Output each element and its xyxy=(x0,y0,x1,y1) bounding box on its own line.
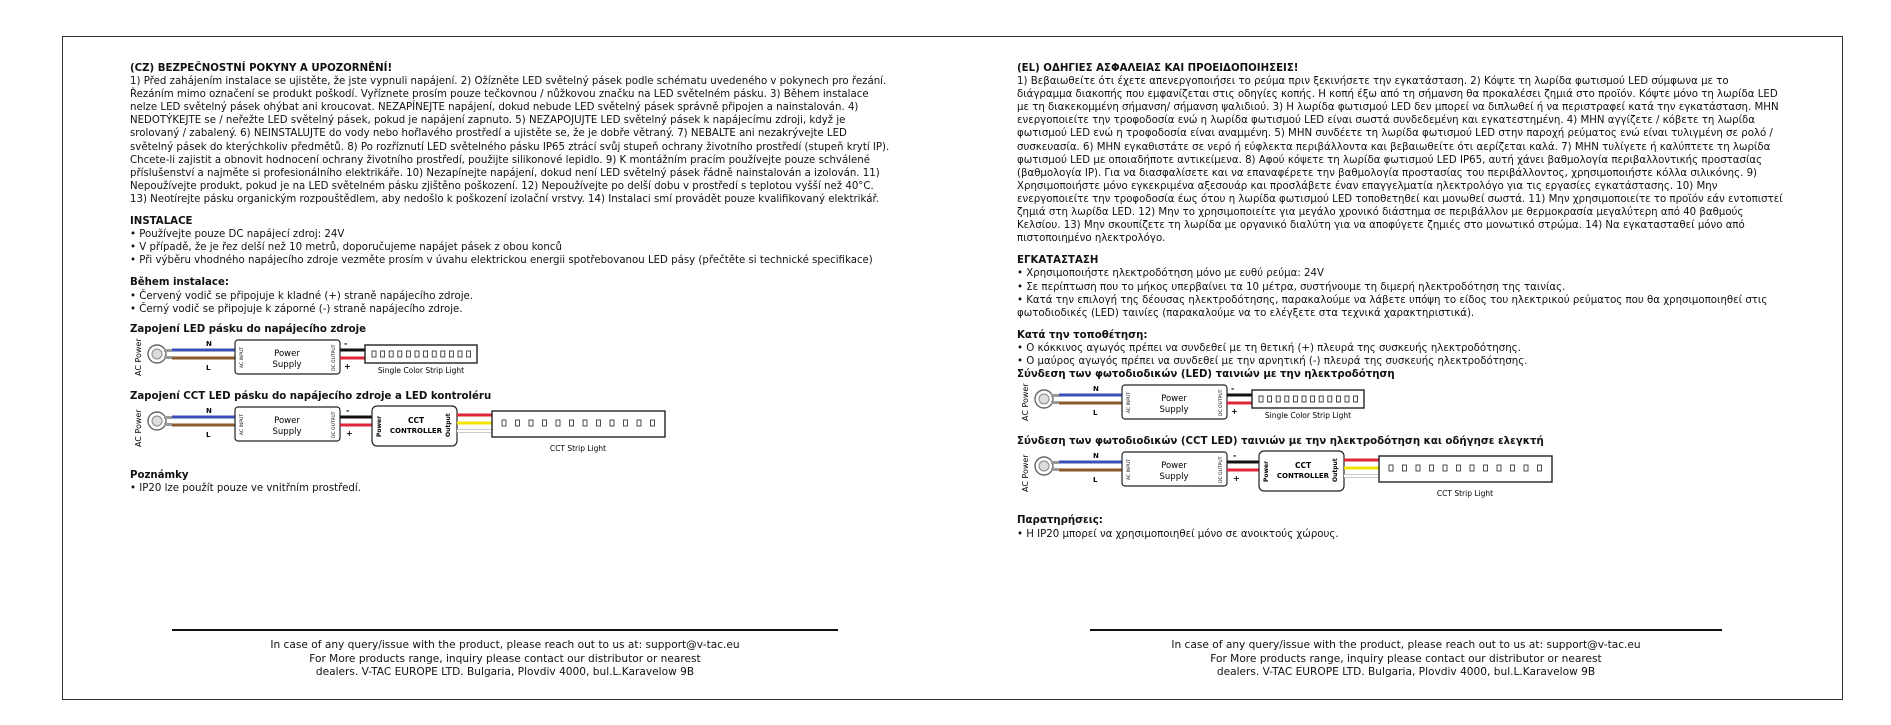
n-text: N xyxy=(1093,385,1099,394)
safety-heading: (EL) ΟΔΗΓΙΕΣ ΑΣΦΑΛΕΙΑΣ ΚΑΙ ΠΡΟΕΙΔΟΠΟΙΗΣΕΙΣ! xyxy=(1017,63,1299,74)
notes-item: • IP20 lze použít pouze ve vnitřním prostředí. xyxy=(130,483,361,495)
ac-power-label: AC Power xyxy=(1021,383,1030,422)
plus-text: + xyxy=(1233,474,1240,484)
column-czech xyxy=(130,62,890,495)
ac-input-text: AC INPUT xyxy=(1127,392,1132,414)
ac-plug-icon xyxy=(148,345,172,363)
minus-text: - xyxy=(346,405,350,415)
cct-wiring-diagram xyxy=(130,403,890,469)
ac-plug-icon xyxy=(1035,390,1059,408)
footer-address-line: dealers. V-TAC EUROPE LTD. Bulgaria, Plovdiv 4000, bul.L.Karavelow 9B xyxy=(315,666,695,679)
cct-strip-text: CCT Strip Light xyxy=(1436,489,1494,499)
during-install-heading: Během instalace: xyxy=(130,277,229,289)
power-supply-2-text: Supply xyxy=(1159,472,1189,483)
cct-2-text: CONTROLLER xyxy=(1276,472,1330,481)
power-supply-2-text: Supply xyxy=(272,359,302,370)
ac-input-text: AC INPUT xyxy=(1127,459,1132,481)
ac-input-text: AC INPUT xyxy=(240,346,245,368)
footer-contact-line: In case of any query/issue with the product, please reach out to us at: support@v-tac.eu xyxy=(1171,639,1641,651)
output-label-text: Output xyxy=(1332,458,1339,483)
diagram2-title: Zapojení CCT LED pásku do napájecího zdroje a LED kontroléru xyxy=(130,390,492,402)
install-heading: ΕΓΚΑΤΑΣΤΑΣΗ xyxy=(1017,255,1099,267)
during-install-heading: Κατά την τοποθέτηση: xyxy=(1017,329,1148,341)
power-label-text: Power xyxy=(376,415,383,437)
ac-input-text: AC INPUT xyxy=(240,413,245,435)
cct-2-text: CONTROLLER xyxy=(389,426,443,435)
dc-output-text: DC OUTPUT xyxy=(332,344,337,371)
cct-strip xyxy=(492,411,665,437)
single-strip-text: Single Color Strip Light xyxy=(1264,411,1352,421)
cct-wiring-diagram xyxy=(1017,448,1787,514)
ac-power-label: AC Power xyxy=(134,338,143,376)
footer-divider-left xyxy=(172,629,838,631)
l-text: L xyxy=(206,363,211,372)
safety-body: 1) Βεβαιωθείτε ότι έχετε απενεργοποιήσει το ρεύμα πριν ξεκινήσετε την εγκατάσταση. 2) Κόψτε τη λωρίδα φωτισμού LED σύμφωνα με το διάγραμμα διακοπής που εμφανίζεται στις οδηγίες κοπής. Η κοπή έξω από τη σήμανση θα προκαλέσει ζημιά στο προϊόν. Κόψτε μόνο τη λωρίδα LED με τη διακεκομμένη σήμανση/ σήμανση ψαλιδιού. 3) Η λωρίδα φωτισμού LED δεν μπορεί να διπλωθεί ή να περιστραφεί κατά την εγκατάσταση. ΜΗΝ ενεργοποιείτε την τροφοδοσία ενώ η λωρίδα φωτισμού LED είναι σωστά συνδεδεμένη και εγκατεστημένη. 4) ΜΗΝ αγγίζετε / κόβετε τη λωρίδα φωτισμού LED ενώ η τροφοδοσία είναι αναμμένη. 5) ΜΗΝ συνδέετε τη λωρίδα φωτισμού LED στην παροχή ρεύματος ενώ είναι τυλιγμένη σε ρολό / συσκευασία. 6) ΜΗΝ εγκαθιστάτε σε νερό ή εύφλεκτα περιβάλλοντα και βεβαιωθείτε ότι αερίζεται καλά. 7) ΜΗΝ τυλίγετε ή καλύπτετε τη λωρίδα φωτισμού LED με οποιαδήποτε αντικείμενα. 8) Αφού κόψετε τη λωρίδα φωτισμού LED IP65, αυτή χάνει βαθμολογία περιβαλλοντικής προστασίας (βαθμολογία IP). Για να διασφαλίσετε και να επαναφέρετε την βαθμολογία προστασίας του περιβάλλοντος, χρησιμοποιήστε κόλλα σιλικόνης. 9) Χρησιμοποιήστε μόνο εγκεκριμένα αξεσουάρ και προσλάβετε έναν επαγγελματία ηλεκτρολόγο για τις εργασίες εγκατάστασης. 10) Μην ενεργοποιείτε την τροφοδοσία έως ότου η λωρίδα φωτισμού LED τοποθετηθεί και μονωθεί σωστά. 11) Μην χρησιμοποιείτε το προϊόν εάν εντοπιστεί ζημιά στη λωρίδα LED. 12) Μην το χρησιμοποιείτε για μεγάλο χρονικό διάστημα σε περιβάλλον με θερμοκρασία μεγαλύτερη από 40 βαθμούς Κελσίου. 13) Μην σκουπίζετε τη λωρίδα με οργανικό διαλύτη για να αποφύγετε ζημιές στο μονωτικό στρώμα. 14) Να εγκατασταθεί μόνο από πιστοποιημένο ηλεκτρολόγο. xyxy=(1017,76,1783,245)
ac-power-label: AC Power xyxy=(1021,454,1030,493)
minus-text: - xyxy=(344,338,348,348)
diagram1-title: Zapojení LED pásku do napájecího zdroje xyxy=(130,323,367,335)
n-text: N xyxy=(206,406,212,415)
ac-power-label: AC Power xyxy=(134,409,143,447)
ac-plug-icon xyxy=(1035,457,1059,475)
during-item: • Černý vodič se připojuje k záporné (-) straně napájecího zdroje. xyxy=(130,303,463,315)
power-supply-1-text: Power xyxy=(1161,394,1187,405)
l-text: L xyxy=(1093,409,1098,418)
install-item: • Při výběru vhodného napájecího zdroje vezměte prosím v úvahu elektrickou energii spotřebovanou LED pásy (přečtěte si technické specifikace) xyxy=(130,255,873,267)
cct-strip xyxy=(1379,456,1552,482)
footer-left xyxy=(172,639,838,680)
single-color-wiring-diagram xyxy=(1017,381,1787,433)
l-text: L xyxy=(206,430,211,439)
plus-text: + xyxy=(1231,407,1238,417)
power-supply-1-text: Power xyxy=(1161,461,1187,472)
column-greek xyxy=(1017,62,1787,541)
install-item: • Používejte pouze DC napájecí zdroj: 24V xyxy=(130,229,345,241)
l-text: L xyxy=(1093,476,1098,485)
notes-heading: Poznámky xyxy=(130,470,189,482)
ac-plug-icon xyxy=(148,412,172,430)
footer-distributor-line: For More products range, inquiry please contact our distributor or nearest xyxy=(1210,652,1602,665)
single-color-wiring-diagram xyxy=(130,336,890,388)
power-supply-1-text: Power xyxy=(274,415,300,426)
plus-text: + xyxy=(346,428,353,438)
notes-heading: Παρατηρήσεις: xyxy=(1017,515,1103,527)
install-item: • Σε περίπτωση που το μήκος υπερβαίνει τα 10 μέτρα, συστήνουμε τη διμερή ηλεκτροδότηση της ταινίας. xyxy=(1017,281,1566,293)
plus-text: + xyxy=(344,361,351,371)
footer-right xyxy=(1090,639,1722,680)
footer-distributor-line: For More products range, inquiry please contact our distributor or nearest xyxy=(309,652,701,665)
minus-text: - xyxy=(1231,384,1235,394)
dc-output-text: DC OUTPUT xyxy=(332,411,337,438)
single-strip-text: Single Color Strip Light xyxy=(377,365,465,375)
cct-strip-text: CCT Strip Light xyxy=(549,443,607,453)
minus-text: - xyxy=(1233,451,1237,461)
power-supply-2-text: Supply xyxy=(272,426,302,437)
footer-contact-line: In case of any query/issue with the product, please reach out to us at: support@v-tac.eu xyxy=(270,639,740,651)
output-label-text: Output xyxy=(445,413,452,437)
cct-1-text: CCT xyxy=(407,415,425,425)
power-supply-2-text: Supply xyxy=(1159,405,1189,416)
power-label-text: Power xyxy=(1263,461,1270,483)
power-supply-1-text: Power xyxy=(274,348,300,359)
install-item: • Κατά την επιλογή της δέουσας ηλεκτροδότησης, παρακαλούμε να λάβετε υπόψη το είδος του ηλεκτρικού ρεύματος που θα χρησιμοποιηθεί στις φωτοδιοδικές (LED) ταινίες (παρακαλούμε να το ελέγξετε στα τεχνικά χαρακτηριστικά). xyxy=(1017,294,1768,319)
cct-1-text: CCT xyxy=(1294,461,1312,471)
safety-body: 1) Před zahájením instalace se ujistěte, že jste vypnuli napájení. 2) Ožízněte LED světelný pásek podle schématu uvedeného v pokynech pro řezání. Řezáním mimo označení se produkt poškodí. Vyříznete prosím pouze tečkovnou / nůžkovou značku na LED světelném pásku. 3) Během instalace nelze LED světelný pásek ohýbat ani kroucovat. NEZAPÍNEJTE napájení, dokud nebude LED světelný pásek správně připojen a nainstalován. 4) NEDOTÝKEJTE se / neřežte LED světelný pásek, pokud je napájení zapnuto. 5) NEZAPOJUJTE LED světelný pásek k napájecímu zdroji, když je srolovaný / zabalený. 6) NEINSTALUJTE do vody nebo hořlavého prostředí a ujistěte se, že je dobře větraný. 7) NEBALTE ani nezakrývejte LED světelný pásek do kterýchkoliv předmětů. 8) Po rozříznutí LED světelného pásku IP65 ztrácí svůj stupeň ochrany životního prostředí (stupeň krytí IP). Chcete-li zajistit a obnovit hodnocení ochrany životního prostředí, použijte silikonové lepidlo. 9) K montážním pracím používejte pouze schválené příslušenství a najměte si profesionálního elektrikáře. 10) Nezapínejte napájení, dokud není LED světelný pásek řádně nainstalován a izolován. 11) Nepoužívejte produkt, pokud je na LED světelném pásku zjištěno poškození. 12) Nepoužívejte po delší dobu v prostředí s teplotou vyšší než 40°C. 13) Neotírejte pásku organickým rozpouštědlem, aby nedošlo k poškození izolační vrstvy. 14) Instalaci smí provádět pouze kvalifikovaný elektrikář. xyxy=(130,76,890,205)
dc-output-text: DC OUTPUT xyxy=(1219,389,1224,417)
diagram1-title: Σύνδεση των φωτοδιοδικών (LED) ταινιών με την ηλεκτροδότηση xyxy=(1017,369,1395,381)
during-item: • Ο μαύρος αγωγός πρέπει να συνδεθεί με την αρνητική (-) πλευρά της συσκευής ηλεκτροδότησης. xyxy=(1017,355,1528,367)
safety-heading: (CZ) BEZPEČNOSTNÍ POKYNY A UPOZORNĚNÍ! xyxy=(130,63,393,74)
install-item: • V případě, že je řez delší než 10 metrů, doporučujeme napájet pásek z obou konců xyxy=(130,242,562,254)
during-item: • Ο κόκκινος αγωγός πρέπει να συνδεθεί με τη θετική (+) πλευρά της συσκευής ηλεκτροδότησης. xyxy=(1017,342,1521,354)
n-text: N xyxy=(1093,452,1099,461)
dc-output-text: DC OUTPUT xyxy=(1219,456,1224,484)
single-color-strip xyxy=(1252,390,1364,408)
footer-address-line: dealers. V-TAC EUROPE LTD. Bulgaria, Plovdiv 4000, bul.L.Karavelow 9B xyxy=(1216,666,1596,679)
n-text: N xyxy=(206,339,212,348)
install-item: • Χρησιμοποιήστε ηλεκτροδότηση μόνο με ευθύ ρεύμα: 24V xyxy=(1017,268,1324,280)
single-color-strip xyxy=(365,345,477,363)
diagram2-title: Σύνδεση των φωτοδιοδικών (CCT LED) ταινιών με την ηλεκτροδότηση και οδήγησε ελεγκτή xyxy=(1017,436,1544,448)
during-item: • Červený vodič se připojuje k kladné (+) straně napájecího zdroje. xyxy=(130,290,474,302)
footer-divider-right xyxy=(1090,629,1722,631)
notes-item: • Η IP20 μπορεί να χρησιμοποιηθεί μόνο σε ανοικτούς χώρους. xyxy=(1017,528,1339,540)
install-heading: INSTALACE xyxy=(130,216,193,228)
